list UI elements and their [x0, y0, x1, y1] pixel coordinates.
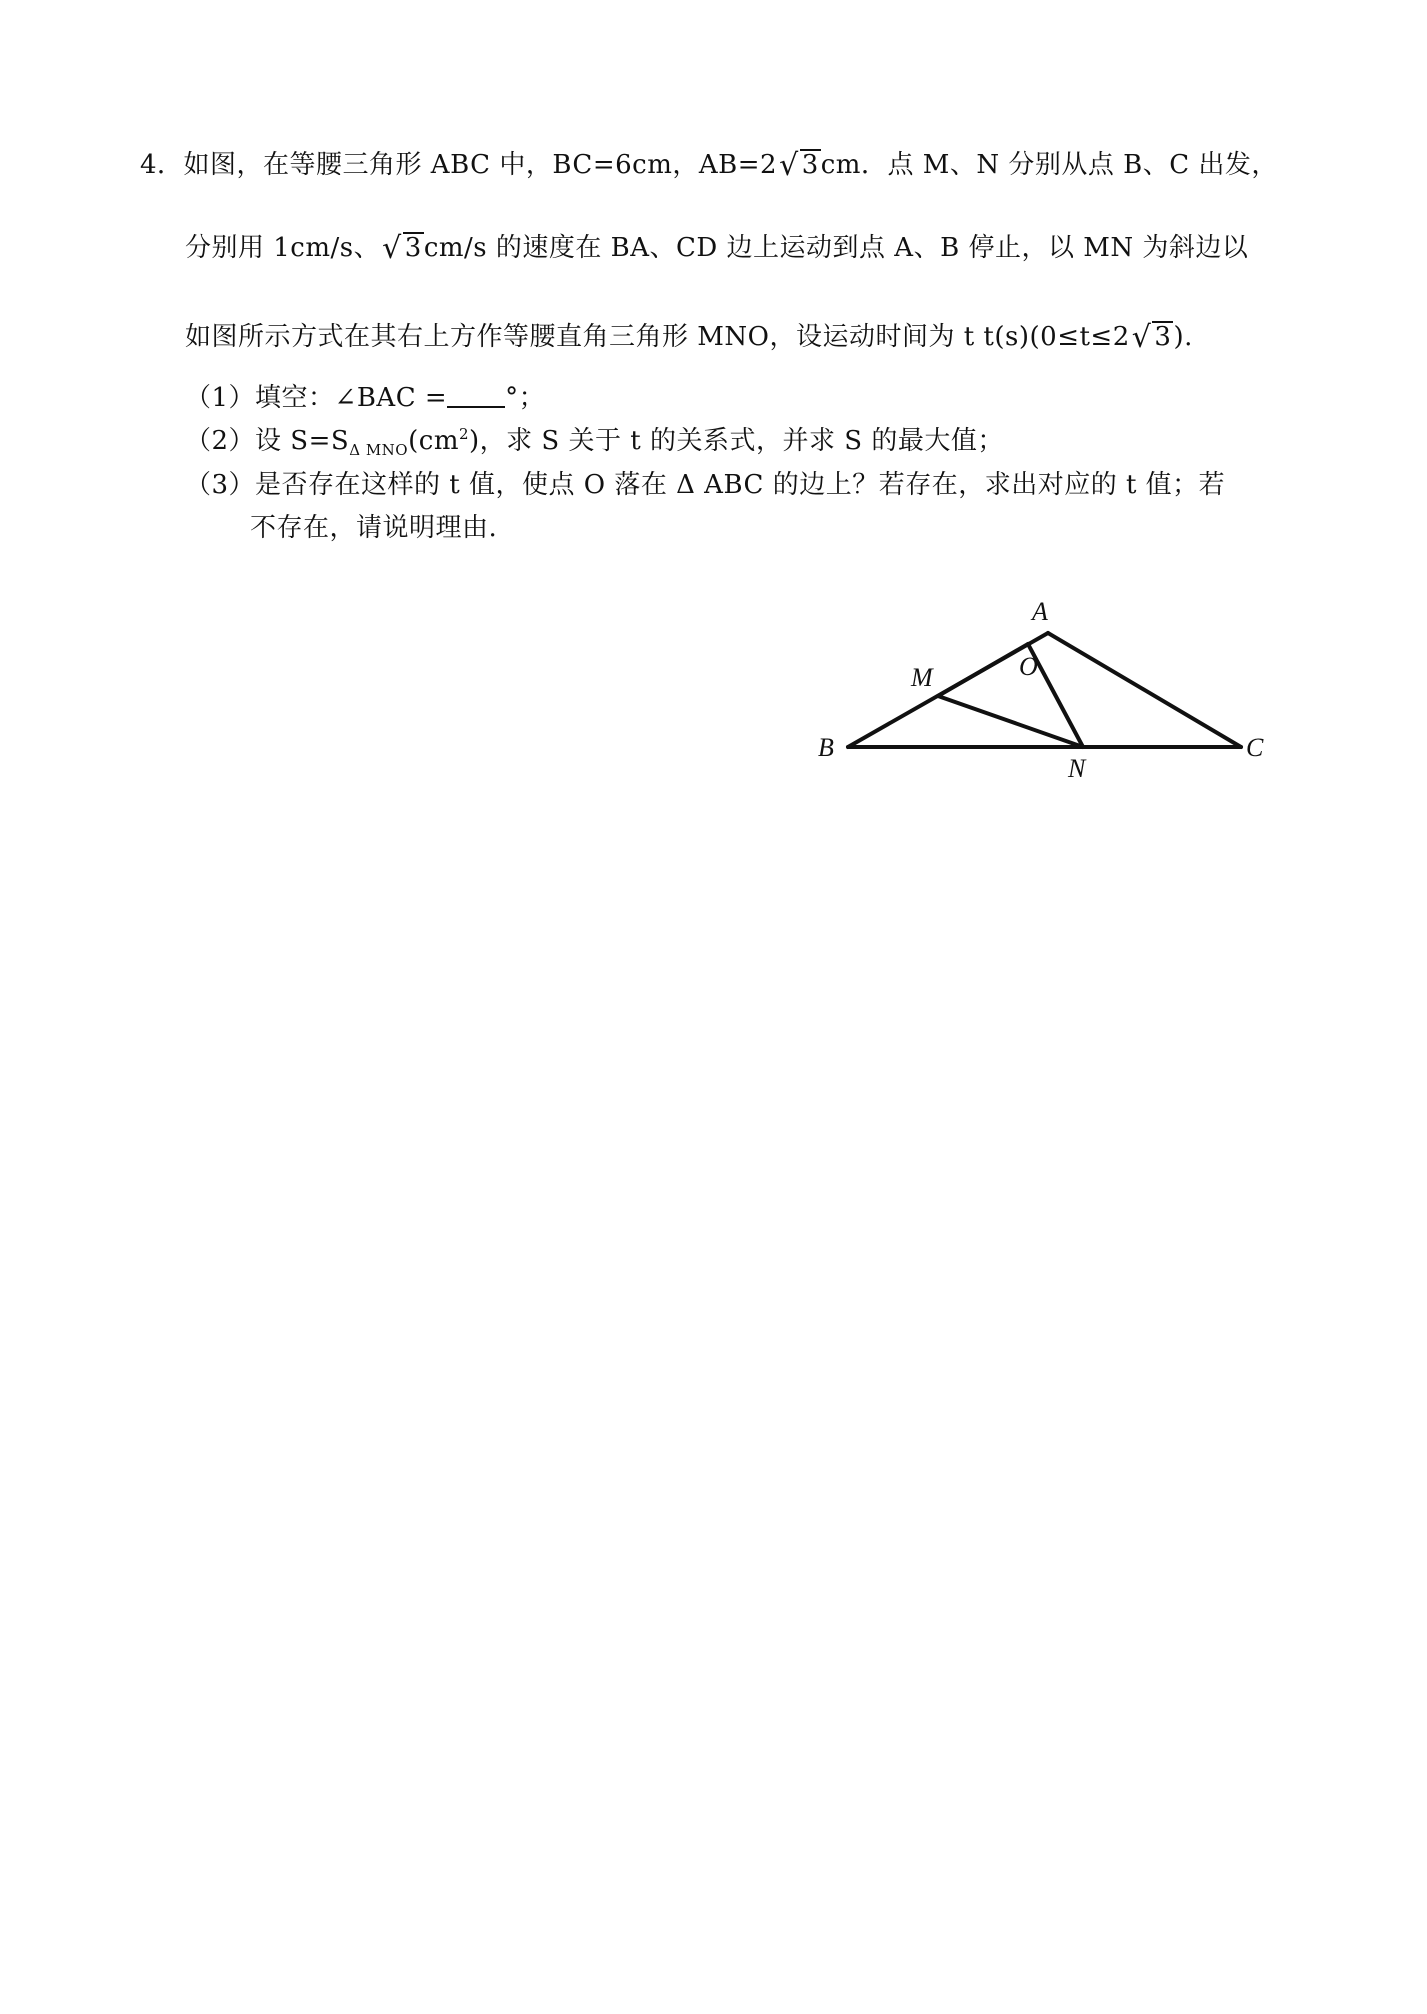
- question-2-text-c: )，求 S 关于 t 的关系式，并求 S 的最大值；: [469, 426, 1004, 456]
- geometry-figure: [818, 595, 1298, 795]
- problem-line-2-text-a: 分别用 1cm/s、: [185, 233, 381, 263]
- answer-blank: [447, 380, 505, 408]
- sqrt-expression: √ 3: [779, 148, 819, 183]
- problem-line-3-text-a: 如图所示方式在其右上方作等腰直角三角形 MNO，设运动时间为 t t(s)(0≤t≤2: [185, 322, 1130, 352]
- label-a: A: [1032, 597, 1048, 626]
- question-2-superscript: 2: [458, 425, 470, 443]
- label-b: B: [818, 733, 834, 762]
- question-3-line-1: （3）是否存在这样的 t 值，使点 O 落在 Δ ABC 的边上？若存在，求出对应的 t 值；若: [185, 470, 1226, 500]
- question-2: [185, 423, 1004, 459]
- question-2-text-a: （2）设 S=S: [185, 426, 350, 456]
- question-1-text-b: °；: [505, 383, 546, 413]
- problem-line-3: [185, 319, 1193, 356]
- label-m: M: [911, 663, 933, 692]
- question-2-text-b: (cm: [408, 426, 459, 456]
- label-c: C: [1246, 733, 1264, 762]
- problem-line-1-text-b: cm．点 M、N 分别从点 B、C 出发，: [820, 150, 1278, 180]
- sqrt-expression: √ 3: [382, 231, 422, 266]
- question-1-text-a: （1）填空：∠BAC =: [185, 383, 448, 413]
- question-3-line-2: 不存在，请说明理由.: [250, 513, 498, 543]
- label-o: O: [1019, 652, 1038, 681]
- side-ac: [1048, 633, 1241, 747]
- label-n: N: [1068, 754, 1086, 783]
- sqrt-expression: √ 3: [1131, 320, 1172, 355]
- problem-number: 4．: [140, 150, 184, 180]
- problem-line-2: [185, 230, 1248, 267]
- problem-line-1: [140, 147, 1278, 184]
- problem-line-1-text-a: 如图，在等腰三角形 ABC 中，BC=6cm，AB=2: [183, 150, 778, 180]
- problem-line-2-text-b: cm/s 的速度在 BA、CD 边上运动到点 A、B 停止，以 MN 为斜边以: [423, 233, 1249, 263]
- question-2-subscript: Δ MNO: [349, 441, 409, 459]
- segment-mo: [938, 644, 1028, 696]
- question-1: [185, 380, 545, 416]
- problem-line-3-text-b: ).: [1173, 322, 1193, 352]
